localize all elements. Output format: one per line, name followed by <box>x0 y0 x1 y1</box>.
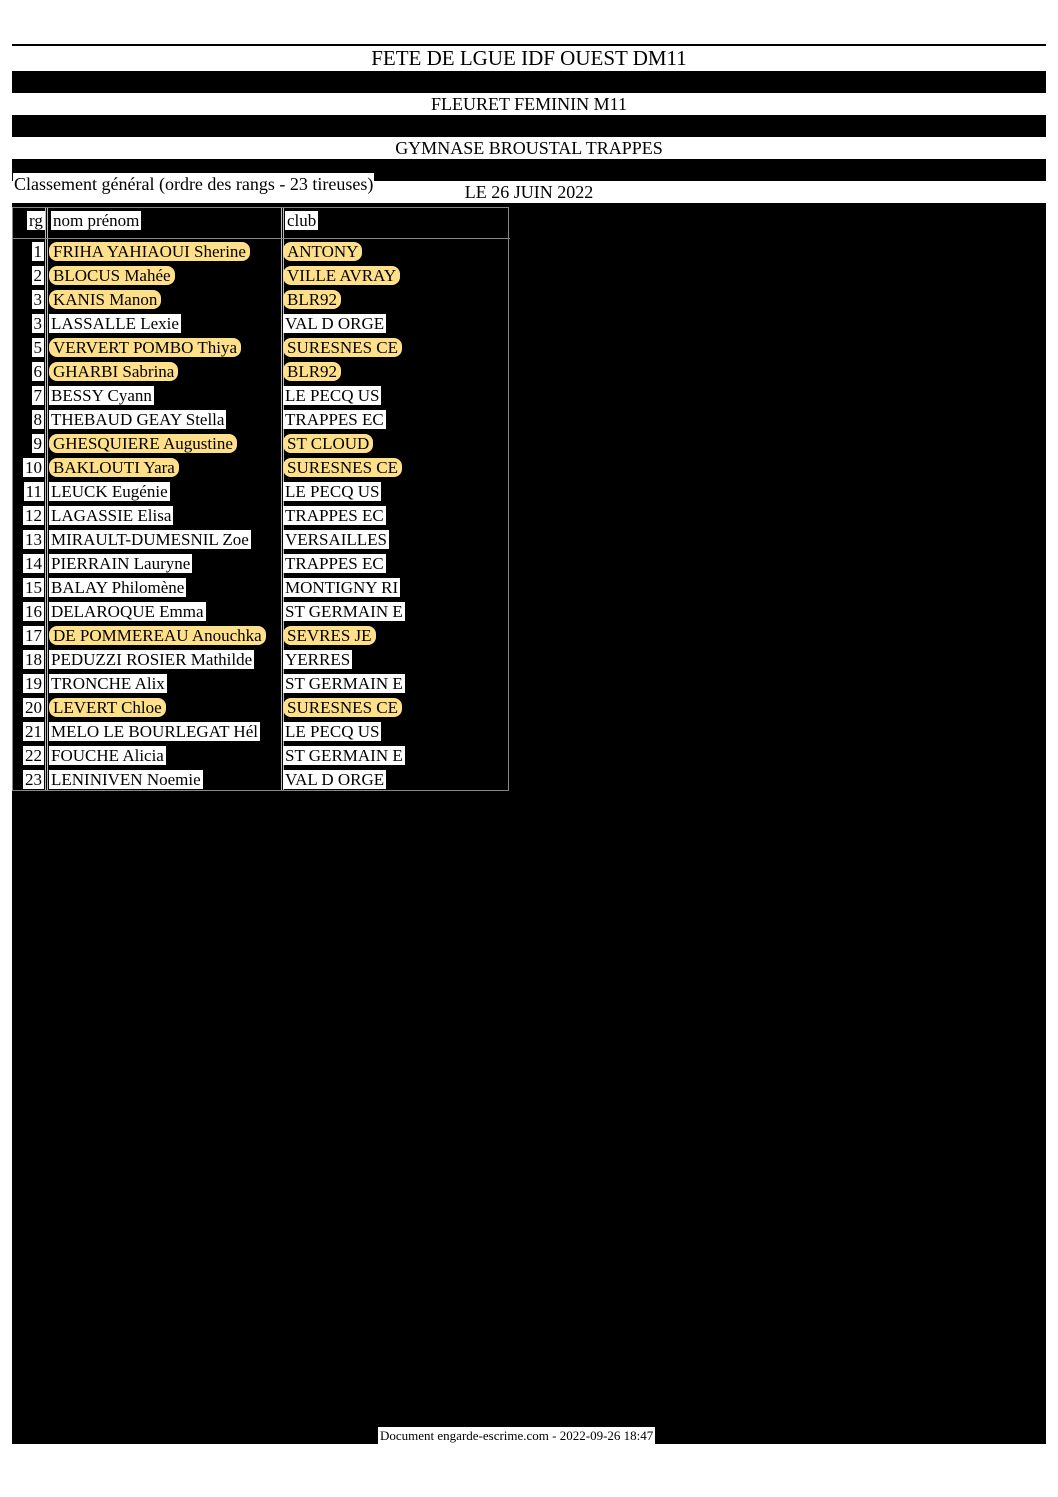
club-cell: BLR92 <box>283 362 341 381</box>
club-cell: TRAPPES EC <box>285 554 384 573</box>
name-cell: BAKLOUTI Yara <box>49 458 179 477</box>
name-cell: LEVERT Chloe <box>49 698 166 717</box>
table-row <box>13 528 510 552</box>
event-title: FETE DE LGUE IDF OUEST DM11 <box>0 46 1058 71</box>
club-cell: ST GERMAIN E <box>285 602 403 621</box>
table-row <box>13 312 510 336</box>
club-cell: ST GERMAIN E <box>285 674 403 693</box>
name-cell: DELAROQUE Emma <box>51 602 204 621</box>
table-row <box>13 480 510 504</box>
table-row <box>13 288 510 312</box>
table-row <box>13 264 510 288</box>
club-cell: VAL D ORGE <box>285 314 385 333</box>
name-cell: TRONCHE Alix <box>51 674 165 693</box>
rank-cell: 2 <box>33 266 42 285</box>
table-row <box>13 576 510 600</box>
rank-cell: 6 <box>33 362 42 381</box>
table-row <box>13 648 510 672</box>
club-cell: BLR92 <box>283 290 341 309</box>
name-cell: MELO LE BOURLEGAT Hél <box>51 722 258 741</box>
table-row <box>13 336 510 360</box>
rank-cell: 3 <box>33 290 42 309</box>
name-cell: BLOCUS Mahée <box>49 266 175 285</box>
rank-cell: 17 <box>25 626 42 645</box>
header-divider <box>13 238 510 239</box>
club-cell: LE PECQ US <box>285 482 380 501</box>
name-cell: VERVERT POMBO Thiya <box>49 338 241 357</box>
event-date: LE 26 JUIN 2022 <box>0 181 1058 203</box>
event-category: FLEURET FEMININ M11 <box>0 93 1058 115</box>
club-cell: LE PECQ US <box>285 386 380 405</box>
column-header-rank: rg <box>29 211 43 230</box>
club-cell: ST GERMAIN E <box>285 746 403 765</box>
rank-cell: 1 <box>33 242 42 261</box>
club-cell: SURESNES CE <box>283 458 402 477</box>
club-cell: ANTONY <box>283 242 362 261</box>
club-cell: VILLE AVRAY <box>283 266 400 285</box>
name-cell: BALAY Philomène <box>51 578 185 597</box>
name-cell: PEDUZZI ROSIER Mathilde <box>51 650 253 669</box>
name-cell: FOUCHE Alicia <box>51 746 164 765</box>
rank-cell: 11 <box>25 482 42 501</box>
rank-cell: 16 <box>25 602 42 621</box>
column-header-club: club <box>287 211 317 230</box>
club-cell: ST CLOUD <box>283 434 373 453</box>
rank-cell: 14 <box>25 554 42 573</box>
table-row <box>13 600 510 624</box>
club-cell: VERSAILLES <box>285 530 387 549</box>
rank-cell: 19 <box>25 674 42 693</box>
table-row <box>13 624 510 648</box>
club-cell: SURESNES CE <box>283 698 402 717</box>
table-row <box>13 672 510 696</box>
name-cell: PIERRAIN Lauryne <box>51 554 191 573</box>
rank-cell: 5 <box>33 338 42 357</box>
table-row <box>13 768 510 792</box>
table-row <box>13 360 510 384</box>
table-row <box>13 384 510 408</box>
rank-cell: 9 <box>33 434 42 453</box>
rank-cell: 3 <box>33 314 42 333</box>
club-cell: VAL D ORGE <box>285 770 385 789</box>
name-cell: DE POMMEREAU Anouchka <box>49 626 266 645</box>
table-header-row <box>13 209 510 233</box>
rank-cell: 7 <box>33 386 42 405</box>
name-cell: LAGASSIE Elisa <box>51 506 172 525</box>
club-cell: SURESNES CE <box>283 338 402 357</box>
rank-cell: 20 <box>25 698 42 717</box>
club-cell: SEVRES JE <box>283 626 376 645</box>
table-row <box>13 552 510 576</box>
table-row <box>13 456 510 480</box>
table-row <box>13 720 510 744</box>
rank-cell: 12 <box>25 506 42 525</box>
name-cell: GHESQUIERE Augustine <box>49 434 237 453</box>
name-cell: GHARBI Sabrina <box>49 362 178 381</box>
rank-cell: 21 <box>25 722 42 741</box>
rank-cell: 22 <box>25 746 42 765</box>
name-cell: FRIHA YAHIAOUI Sherine <box>49 242 250 261</box>
rank-cell: 8 <box>33 410 42 429</box>
rank-cell: 18 <box>25 650 42 669</box>
table-row <box>13 696 510 720</box>
table-row <box>13 504 510 528</box>
name-cell: LENINIVEN Noemie <box>51 770 201 789</box>
rank-cell: 23 <box>25 770 42 789</box>
column-header-name: nom prénom <box>53 211 140 230</box>
club-cell: TRAPPES EC <box>285 410 384 429</box>
ranking-caption: Classement général (ordre des rangs - 23 tireuses) <box>14 174 374 194</box>
name-cell: THEBAUD GEAY Stella <box>51 410 225 429</box>
name-cell: MIRAULT-DUMESNIL Zoe <box>51 530 249 549</box>
table-row <box>13 432 510 456</box>
rank-cell: 10 <box>25 458 42 477</box>
club-cell: MONTIGNY RI <box>285 578 399 597</box>
rank-cell: 15 <box>25 578 42 597</box>
ranking-table <box>12 207 509 791</box>
table-row <box>13 408 510 432</box>
table-row <box>13 240 510 264</box>
club-cell: TRAPPES EC <box>285 506 384 525</box>
document-footer: Document engarde-escrime.com - 2022-09-26 18:47 <box>380 1428 654 1443</box>
club-cell: LE PECQ US <box>285 722 380 741</box>
rank-cell: 13 <box>25 530 42 549</box>
name-cell: LASSALLE Lexie <box>51 314 179 333</box>
name-cell: KANIS Manon <box>49 290 161 309</box>
name-cell: BESSY Cyann <box>51 386 152 405</box>
event-venue: GYMNASE BROUSTAL TRAPPES <box>0 137 1058 159</box>
club-cell: YERRES <box>285 650 351 669</box>
name-cell: LEUCK Eugénie <box>51 482 168 501</box>
table-row <box>13 744 510 768</box>
